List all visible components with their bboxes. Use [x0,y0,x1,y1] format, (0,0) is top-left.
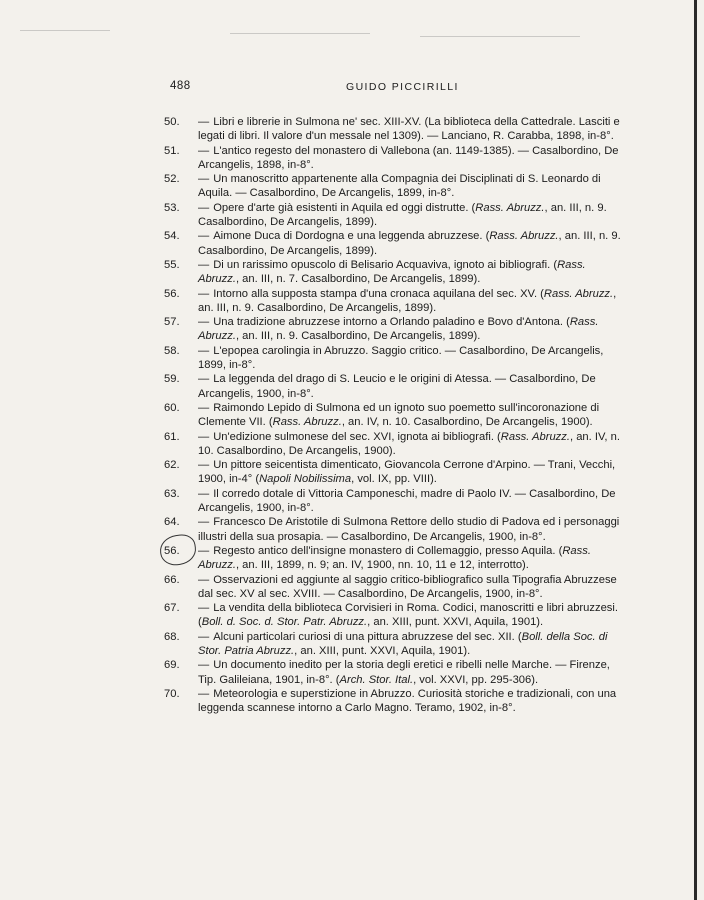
bibliography-list [164,115,626,715]
entry-text: L'antico regesto del monastero di Vallebona (an. 1149-1385). — Casalbordino, De Arcangelis, 1898, in-8°. [198,144,619,171]
bibliography-entry [164,658,626,687]
entry-text: Alcuni particolari curiosi di una pittura abruzzese del sec. XII. (Boll. della Soc. di Stor. Patria Abruzz., an. XIII, punt. XXVI, Aquila, 1901). [198,630,608,657]
entry-dash: — [198,258,210,271]
entry-text: Un pittore seicentista dimenticato, Giovancola Cerrone d'Arpino. — Trani, Vecchi, 1900, in-4° (Napoli Nobilissima, vol. IX, pp. VIII). [198,459,616,486]
entry-dash: — [198,430,210,443]
entry-number: 57. [164,316,180,329]
page-header [170,80,620,96]
entry-dash: — [198,573,210,586]
entry-dash: — [198,344,210,357]
entry-text: Una tradizione abruzzese intorno a Orlando paladino e Bovo d'Antona. (Rass. Abruzz., an. III, n. 9. Casalbordino, De Arcangelis, 1899). [198,316,599,343]
entry-dash: — [198,687,210,700]
entry-text: Aimone Duca di Dordogna e una leggenda abruzzese. (Rass. Abruzz., an. III, n. 9. Casalbordino, De Arcangelis, 1899). [198,230,621,257]
bibliography-entry [164,287,626,316]
entry-number: 70. [164,687,180,700]
entry-dash: — [198,516,210,529]
bibliography-entry [164,372,626,401]
running-head: GUIDO PICCIRILLI [346,81,459,93]
entry-text: Raimondo Lepido di Sulmona ed un ignoto suo poemetto sull'incoronazione di Clemente VII. (Rass. Abruzz., an. IV, n. 10. Casalbordino, De Arcangelis, 1900). [198,401,600,429]
entry-dash: — [198,230,210,243]
entry-number: 54. [164,230,180,243]
entry-number: 69. [164,659,180,672]
entry-text: Di un rarissimo opuscolo di Belisario Acquaviva, ignoto ai bibliografi. (Rass. Abruzz., an. III, n. 7. Casalbordino, De Arcangelis, 1899). [198,258,586,286]
entry-number: 51. [164,144,180,157]
entry-dash: — [198,659,210,672]
entry-text: Osservazioni ed aggiunte al saggio critico-bibliografico sulla Tipografia Abruzzese dal sec. XV al sec. XVIII. — Casalbordino, De Arcangelis, 1900, in-8°. [198,573,617,600]
entry-text: Regesto antico dell'insigne monastero di Collemaggio, presso Aquila. (Rass. Abruzz., an. III, 1899, n. 9; an. IV, 1900, nn. 10, 11 e 12, interrotto). [198,544,591,572]
entry-number: 66. [164,573,180,586]
bibliography-entry [164,229,626,258]
entry-number: 64. [164,516,180,529]
bibliography-entry [164,515,626,544]
entry-text: Intorno alla supposta stampa d'una cronaca aquilana del sec. XV. (Rass. Abruzz., an. III, n. 9. Casalbordino, De Arcangelis, 1899). [198,287,617,314]
entry-dash: — [198,401,210,414]
bibliography-entry [164,115,626,144]
bibliography-entry [164,573,626,602]
entry-text: La vendita della biblioteca Corvisieri in Roma. Codici, manoscritti e libri abruzzesi. (Boll. d. Soc. d. Stor. Patr. Abruzz., an. XIII, punt. XXVI, Aquila, 1901). [198,602,618,629]
entry-text: La leggenda del drago di S. Leucio e le origini di Atessa. — Casalbordino, De Arcangelis, 1900, in-8°. [198,373,596,400]
entry-text: L'epopea carolingia in Abruzzo. Saggio critico. — Casalbordino, De Arcangelis, 1899, in-8°. [198,344,604,372]
entry-number: 58. [164,344,180,357]
entry-dash: — [198,173,210,186]
entry-dash: — [198,630,210,643]
entry-number: 59. [164,373,180,386]
entry-dash: — [198,116,210,128]
bibliography-entry [164,601,626,630]
entry-number: 56. [164,287,180,300]
bibliography-entry [164,458,626,487]
entry-number: 55. [164,258,180,271]
bibliography-entry [164,430,626,459]
entry-number: 53. [164,201,180,214]
bibliography-entry [164,315,626,344]
entry-text: Opere d'arte già esistenti in Aquila ed oggi distrutte. (Rass. Abruzz., an. III, n. 9. Casalbordino, De Arcangelis, 1899). [198,201,607,229]
scan-noise [230,33,370,34]
page-binding-edge [694,0,697,900]
entry-dash: — [198,201,210,214]
bibliography-entry [164,401,626,430]
bibliography-entry [164,544,626,573]
entry-dash: — [198,287,210,300]
entry-number: 61. [164,430,180,443]
entry-number: 56. [164,544,180,557]
entry-text: Un documento inedito per la storia degli eretici e ribelli nelle Marche. — Firenze, Tip. Galileiana, 1901, in-8°. (Arch. Stor. Ital., vol. XXVI, pp. 295-306). [198,659,610,686]
bibliography-entry [164,344,626,373]
entry-text: Il corredo dotale di Vittoria Camponeschi, madre di Paolo IV. — Casalbordino, De Arcangelis, 1900, in-8°. [198,487,616,515]
entry-number: 52. [164,173,180,186]
bibliography-entry [164,487,626,516]
entry-number: 62. [164,459,180,472]
bibliography-entry [164,258,626,287]
entry-text: Meteorologia e superstizione in Abruzzo. Curiosità storiche e tradizionali, con una leggenda scannese intorno a Carlo Magno. Teramo, 1902, in-8°. [198,687,617,715]
entry-number: 68. [164,630,180,643]
entry-text: Libri e librerie in Sulmona ne' sec. XIII-XV. (La biblioteca della Cattedrale. Lasciti e legati di libri. Il valore d'un messale nel 1309). — Lanciano, R. Carabba, 1898, in-8°. [198,116,620,143]
bibliography-entry [164,144,626,173]
entry-number: 63. [164,487,180,500]
entry-dash: — [198,544,210,557]
entry-dash: — [198,487,210,500]
bibliography-entry [164,201,626,230]
entry-text: Un manoscritto appartenente alla Compagnia dei Disciplinati di S. Leonardo di Aquila. — Casalbordino, De Arcangelis, 1899, in-8°. [198,173,601,200]
scan-noise [20,30,110,31]
entry-text: Un'edizione sulmonese del sec. XVI, ignota ai bibliografi. (Rass. Abruzz., an. IV, n. 10. Casalbordino, De Arcangelis, 1900). [198,430,620,457]
entry-dash: — [198,373,210,386]
bibliography-entry [164,172,626,201]
entry-dash: — [198,316,210,329]
page-number: 488 [170,80,191,92]
bibliography-entry [164,687,626,716]
scan-noise [420,36,580,37]
entry-dash: — [198,144,210,157]
entry-number: 67. [164,602,180,615]
entry-number: 60. [164,401,180,414]
bibliography-entry [164,630,626,659]
entry-text: Francesco De Aristotile di Sulmona Rettore dello studio di Padova ed i personaggi illustri della sua prosapia. — Casalbordino, De Arcangelis, 1900, in-8°. [198,516,620,543]
entry-dash: — [198,602,210,615]
entry-dash: — [198,459,210,472]
entry-number: 50. [164,116,180,128]
